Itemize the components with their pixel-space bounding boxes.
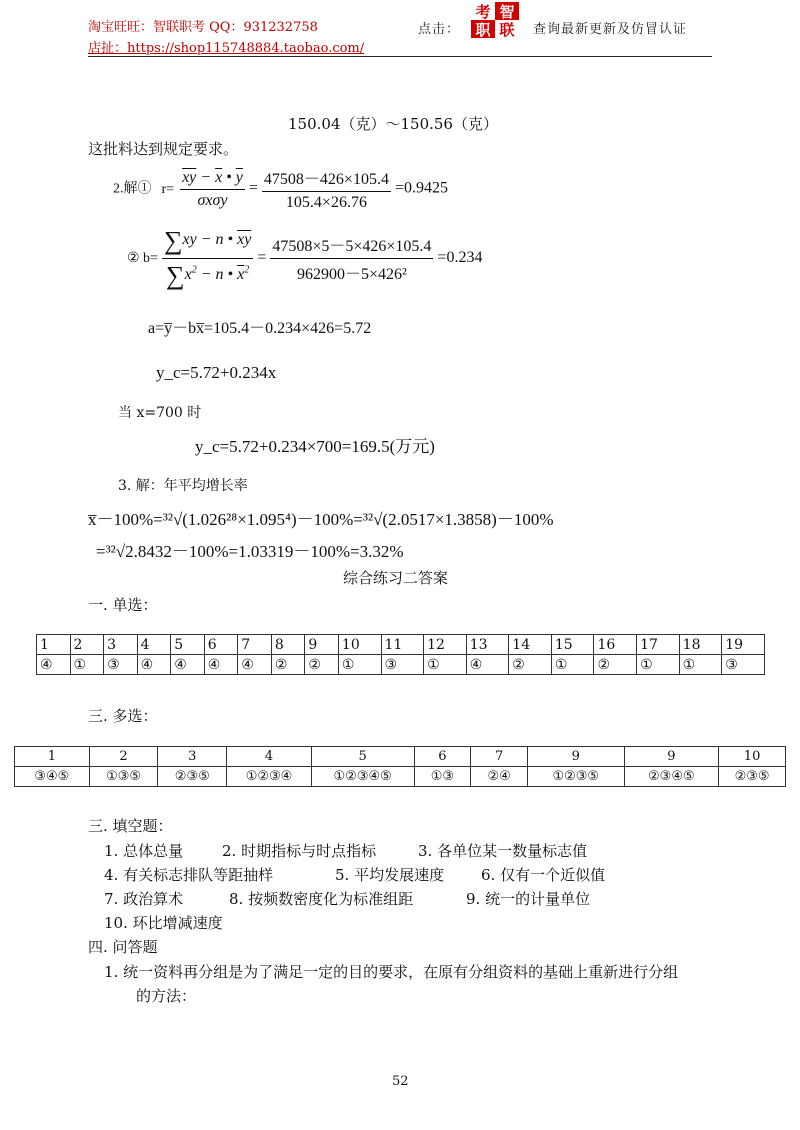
when-x-text: 当 x=700 时 [118,405,202,421]
table-cell: ① [679,655,722,675]
table-cell: ④ [37,655,71,675]
table-cell: ④ [238,655,272,675]
table-cell: ①③⑤ [89,767,158,787]
svg-text:智: 智 [499,3,515,21]
svg-text:联: 联 [499,21,515,38]
header-click-text: 点击： [418,22,461,37]
table-cell: 3 [158,747,227,767]
multi-choice-answer-row [15,767,786,787]
fill-item-9: 9. 统一的计量单位 [466,890,591,908]
table-cell: ④ [137,655,171,675]
table-cell: 13 [466,635,509,655]
table-cell: ② [594,655,637,675]
b-symbolic-fraction: $\frac{\sum xy - n • \overline{xy}}{\sum x^2 - n • \overline{x}^2}$ [163,226,252,290]
table-cell: 15 [551,635,594,655]
range-line: 150.04（克）～150.56（克） [288,115,498,133]
table-cell: 14 [509,635,552,655]
header-shop-url[interactable]: 店扯：https://shop115748884.taobao.com/ [88,41,365,56]
single-choice-table [36,634,765,675]
table-cell: 9 [305,635,339,655]
b-label: ② b= [127,251,158,267]
header-query-text[interactable]: 查询最新更新及仿冒认证 [533,22,688,37]
table-cell: 9 [624,747,719,767]
multi-choice-table [14,746,786,787]
fill-item-6: 6. 仅有一个近似值 [481,866,606,884]
table-cell: ④ [466,655,509,675]
r-label: r= [161,181,175,197]
formula-yc1: y_c=5.72+0.234x [156,363,277,382]
table-cell: ②④ [471,767,528,787]
table-cell: 19 [722,635,765,655]
table-cell: ①②③④⑤ [311,767,414,787]
table-cell: 16 [594,635,637,655]
table-cell: ① [637,655,680,675]
table-cell: ②③④⑤ [624,767,719,787]
table-cell: 11 [381,635,424,655]
svg-text:考: 考 [475,3,491,21]
table-cell: ④ [171,655,205,675]
r-result: =0.9425 [394,179,448,197]
table-cell: 8 [271,635,305,655]
table-cell: 5 [311,747,414,767]
table-cell: 10 [719,747,786,767]
r-symbolic-fraction: $\frac{\overline{xy} - \overline{x} • \overline{y}}{\text{σxσy}}$ [182,168,243,209]
table-cell: ② [305,655,339,675]
table-cell: ③④⑤ [15,767,90,787]
single-choice-number-row [37,635,765,655]
table-cell: ①②③④ [227,767,312,787]
table-cell: ③ [722,655,765,675]
table-cell: ①③ [414,767,471,787]
multi-choice-title: 三. 多选： [88,707,158,725]
qa-item-1-line1: 1. 统一资料再分组是为了满足一定的目的要求，在原有分组资料的基础上重新进行分组 [104,963,679,981]
table-cell: 12 [424,635,467,655]
table-cell: 10 [338,635,381,655]
zhilian-logo[interactable] [471,2,519,38]
table-cell: ③ [104,655,138,675]
b-result: =0.234 [437,249,483,267]
formula-r: 2.解① r= $\frac{\overline{xy} - \overline{x} • \overline{y}}{\text{σxσy}}$ = $\frac{47508-426\times 105.4}{105.4\times 26.76}$ =0.9425 [113,166,448,212]
fill-item-3: 3. 各单位某一数量标志值 [418,842,588,860]
formula-b: ② b= $\frac{\sum xy - n • \overline{xy}}{\sum x^2 - n • \overline{x}^2}$ = $\frac{47508\times 5-5\times 426\times 105.4}{\text{962900－5×426²}}$ =0.234 [127,226,483,290]
fill-item-2: 2. 时期指标与时点指标 [222,842,377,860]
single-choice-title: 一. 单选： [88,596,158,614]
r-numeric-fraction: $\frac{47508-426\times 105.4}{105.4\times 26.76}$ [262,166,391,212]
fill-item-7: 7. 政治算术 [104,890,184,908]
table-cell: ② [271,655,305,675]
table-cell: ① [551,655,594,675]
table-cell: ① [70,655,104,675]
table-cell: 18 [679,635,722,655]
table-cell: 5 [171,635,205,655]
fill-item-4: 4. 有关标志排队等距抽样 [104,866,274,884]
table-cell: ① [338,655,381,675]
fill-item-1: 1. 总体总量 [104,842,184,860]
table-cell: 6 [204,635,238,655]
single-choice-answer-row [37,655,765,675]
qa-title: 四. 问答题 [88,938,158,956]
formula-a: a=y̅－bx̅=105.4－0.234×426=5.72 [148,320,372,337]
table-cell: 1 [15,747,90,767]
table-cell: ②③⑤ [719,767,786,787]
table-cell: 7 [238,635,272,655]
table-cell: 2 [70,635,104,655]
page-number: 52 [392,1074,409,1089]
table-cell: 6 [414,747,471,767]
table-cell: ①②③⑤ [527,767,624,787]
header-shop-line: 淘宝旺旺：智联职考 QQ：931232758 [88,20,318,35]
fill-item-8: 8. 按频数密度化为标准组距 [229,890,414,908]
svg-text:职: 职 [475,21,491,38]
table-cell: ② [509,655,552,675]
table-cell: 4 [137,635,171,655]
conclusion-text: 这批料达到规定要求。 [88,140,239,158]
q3-label: 3. 解：年平均增长率 [118,478,248,494]
table-cell: 3 [104,635,138,655]
table-cell: 17 [637,635,680,655]
fill-item-5: 5. 平均发展速度 [335,866,445,884]
multi-choice-number-row [15,747,786,767]
growth-formula-line2: =³²√2.8432－100%=1.03319－100%=3.32% [96,542,404,561]
b-numeric-fraction: $\frac{47508\times 5-5\times 426\times 105.4}{\text{962900－5×426²}}$ [270,233,433,284]
table-cell: ④ [204,655,238,675]
q2-label: 2.解① [113,181,152,197]
header-rule [88,56,712,57]
table-cell: ②③⑤ [158,767,227,787]
table-cell: ① [424,655,467,675]
table-cell: 9 [527,747,624,767]
table-cell: 1 [37,635,71,655]
fill-title: 三. 填空题： [88,817,173,835]
table-cell: 4 [227,747,312,767]
formula-yc2: y_c=5.72+0.234×700=169.5(万元) [195,437,435,456]
table-cell: 2 [89,747,158,767]
table-cell: 7 [471,747,528,767]
growth-formula-line1: x̅－100%=³²√(1.026²⁸×1.095⁴)－100%=³²√(2.0517×1.3858)－100% [88,510,554,529]
fill-item-10: 10. 环比增减速度 [104,914,223,932]
section-title: 综合练习二答案 [343,569,449,587]
qa-item-1-line2: 的方法： [136,987,197,1005]
table-cell: ③ [381,655,424,675]
